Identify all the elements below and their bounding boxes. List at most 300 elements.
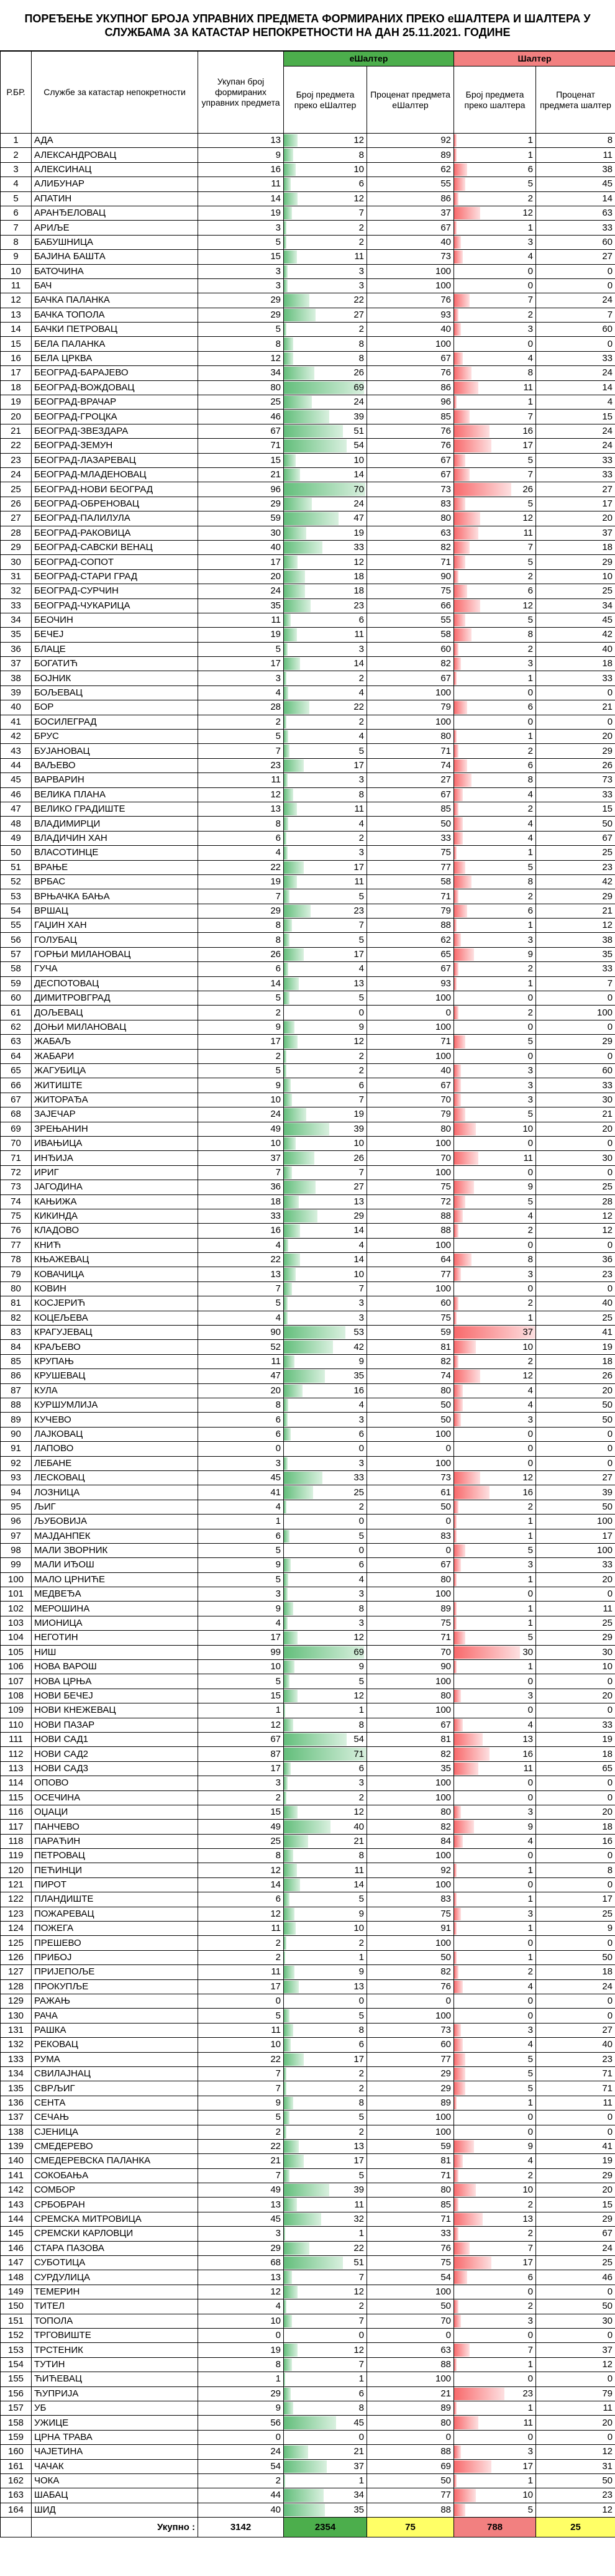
cell-s-count bbox=[454, 1660, 536, 1674]
cell-service: ЗАЈЕЧАР bbox=[32, 1107, 198, 1122]
cell-value: 3 bbox=[527, 236, 534, 247]
cell-service: СЕЧАЊ bbox=[32, 2111, 198, 2125]
esalter-data-bar bbox=[284, 832, 286, 845]
cell-s-pct: 20 bbox=[536, 1689, 615, 1703]
esalter-data-bar bbox=[284, 425, 343, 438]
cell-s-pct: 0 bbox=[536, 1936, 615, 1950]
cell-e-count bbox=[284, 1020, 367, 1034]
table-row bbox=[1, 380, 615, 395]
cell-s-count bbox=[454, 657, 536, 671]
cell-e-pct: 59 bbox=[367, 1326, 454, 1340]
cell-rbr: 113 bbox=[1, 1761, 32, 1776]
esalter-data-bar bbox=[284, 2140, 299, 2153]
table-row bbox=[1, 613, 615, 627]
cell-s-pct: 4 bbox=[536, 395, 615, 410]
table-row bbox=[1, 2168, 615, 2183]
cell-rbr: 141 bbox=[1, 2168, 32, 2183]
cell-s-count bbox=[454, 1761, 536, 1776]
cell-e-count bbox=[284, 817, 367, 831]
table-row bbox=[1, 2227, 615, 2241]
cell-service: МАЛИ ИЂОШ bbox=[32, 1558, 198, 1572]
cell-value: 0 bbox=[527, 265, 534, 277]
cell-value: 2 bbox=[527, 1356, 534, 1367]
cell-rbr: 5 bbox=[1, 191, 32, 206]
table-row bbox=[1, 1427, 615, 1441]
cell-service: ОСЕЧИНА bbox=[32, 1790, 198, 1805]
cell-e-pct: 90 bbox=[367, 1660, 454, 1674]
cell-service: ЋУПРИЈА bbox=[32, 2386, 198, 2401]
cell-value: 3 bbox=[358, 1298, 364, 1309]
esalter-data-bar bbox=[284, 2198, 297, 2211]
cell-service: ВАРВАРИН bbox=[32, 773, 198, 787]
esalter-data-bar bbox=[284, 1966, 294, 1978]
cell-s-pct: 18 bbox=[536, 1820, 615, 1834]
cell-service: НОВИ БЕЧЕЈ bbox=[32, 1689, 198, 1703]
cell-e-pct: 75 bbox=[367, 2256, 454, 2270]
cell-e-count bbox=[284, 134, 367, 148]
salter-data-bar bbox=[454, 1559, 461, 1571]
cell-s-pct: 50 bbox=[536, 1500, 615, 1514]
cell-s-pct: 40 bbox=[536, 2038, 615, 2052]
cell-total: 46 bbox=[198, 410, 284, 424]
cell-rbr: 111 bbox=[1, 1732, 32, 1746]
esalter-data-bar bbox=[284, 1661, 294, 1673]
cell-value: 3 bbox=[527, 1414, 534, 1425]
cell-service: ЛЕБАНЕ bbox=[32, 1456, 198, 1470]
cell-total: 7 bbox=[198, 2066, 284, 2081]
cell-service: НЕГОТИН bbox=[32, 1631, 198, 1645]
cell-value: 5 bbox=[527, 178, 534, 190]
cell-rbr: 30 bbox=[1, 555, 32, 569]
esalter-data-bar bbox=[284, 992, 289, 1004]
esalter-data-bar bbox=[284, 1152, 314, 1164]
cell-s-count bbox=[454, 2096, 536, 2110]
cell-rbr: 20 bbox=[1, 410, 32, 424]
esalter-data-bar bbox=[284, 367, 314, 379]
cell-value: 22 bbox=[353, 702, 364, 713]
cell-s-count bbox=[454, 1006, 536, 1020]
salter-data-bar bbox=[454, 2038, 463, 2051]
esalter-data-bar bbox=[284, 2082, 286, 2094]
cell-value: 1 bbox=[358, 2373, 364, 2385]
cell-s-count bbox=[454, 1747, 536, 1761]
cell-value: 11 bbox=[523, 2417, 534, 2428]
cell-value: 9 bbox=[358, 1022, 364, 1033]
cell-value: 8 bbox=[358, 2403, 364, 2414]
table-row bbox=[1, 526, 615, 540]
cell-e-pct: 71 bbox=[367, 2212, 454, 2226]
cell-e-count bbox=[284, 1660, 367, 1674]
cell-value: 1 bbox=[527, 978, 534, 989]
table-row bbox=[1, 264, 615, 278]
cell-total: 90 bbox=[198, 1326, 284, 1340]
cell-service: ЧАЧАК bbox=[32, 2459, 198, 2473]
cell-s-count bbox=[454, 177, 536, 191]
cell-value: 2 bbox=[527, 643, 534, 654]
cell-e-count bbox=[284, 351, 367, 365]
cell-service: НОВИ ПАЗАР bbox=[32, 1718, 198, 1732]
esalter-data-bar bbox=[284, 730, 288, 743]
cell-s-pct: 36 bbox=[536, 1253, 615, 1267]
esalter-data-bar bbox=[284, 498, 312, 510]
cell-value: 2 bbox=[527, 193, 534, 204]
cell-e-count bbox=[284, 2445, 367, 2459]
cell-s-count bbox=[454, 2445, 536, 2459]
cell-service: ЛЕСКОВАЦ bbox=[32, 1470, 198, 1485]
cell-value: 5 bbox=[358, 992, 364, 1004]
cell-rbr: 34 bbox=[1, 613, 32, 627]
table-row bbox=[1, 1543, 615, 1557]
cell-e-count bbox=[284, 1776, 367, 1790]
cell-e-count bbox=[284, 1456, 367, 1470]
totals-s-pct: 25 bbox=[536, 2518, 615, 2537]
table-row bbox=[1, 1805, 615, 1819]
cell-value: 1 bbox=[527, 1952, 534, 1963]
cell-service: БАЈИНА БАШТА bbox=[32, 250, 198, 264]
cell-e-count bbox=[284, 1209, 367, 1223]
cell-service: СУРДУЛИЦА bbox=[32, 2270, 198, 2285]
cell-e-pct: 75 bbox=[367, 1907, 454, 1921]
cell-s-count bbox=[454, 1442, 536, 1456]
cell-s-count bbox=[454, 1281, 536, 1296]
cell-value: 8 bbox=[527, 876, 534, 887]
cell-value: 13 bbox=[353, 1196, 364, 1207]
cell-service: ПЕТРОВАЦ bbox=[32, 1849, 198, 1863]
cell-s-count bbox=[454, 1689, 536, 1703]
cell-rbr: 149 bbox=[1, 2285, 32, 2299]
cell-total: 33 bbox=[198, 1209, 284, 1223]
cell-value: 12 bbox=[353, 2286, 364, 2297]
cell-service: КЛАДОВО bbox=[32, 1224, 198, 1238]
cell-e-count bbox=[284, 2459, 367, 2473]
cell-e-pct: 100 bbox=[367, 1790, 454, 1805]
cell-value: 2 bbox=[358, 236, 364, 247]
cell-value: 0 bbox=[527, 1675, 534, 1687]
esalter-data-bar bbox=[284, 512, 339, 525]
cell-e-count bbox=[284, 1006, 367, 1020]
cell-rbr: 53 bbox=[1, 889, 32, 904]
cell-total: 6 bbox=[198, 962, 284, 976]
cell-value: 6 bbox=[527, 585, 534, 597]
cell-e-count bbox=[284, 671, 367, 685]
cell-rbr: 117 bbox=[1, 1820, 32, 1834]
cell-total: 6 bbox=[198, 1892, 284, 1907]
cell-e-count bbox=[284, 1616, 367, 1630]
cell-value: 5 bbox=[527, 556, 534, 567]
cell-total: 13 bbox=[198, 1267, 284, 1281]
cell-s-count bbox=[454, 1645, 536, 1659]
cell-service: МЕРОШИНА bbox=[32, 1602, 198, 1616]
cell-rbr: 43 bbox=[1, 744, 32, 758]
cell-s-count bbox=[454, 1107, 536, 1122]
cell-e-pct: 82 bbox=[367, 657, 454, 671]
cell-s-count bbox=[454, 526, 536, 540]
cell-total: 7 bbox=[198, 1281, 284, 1296]
cell-value: 3 bbox=[527, 2315, 534, 2326]
cell-s-pct: 0 bbox=[536, 1238, 615, 1252]
table-row bbox=[1, 2111, 615, 2125]
cell-rbr: 128 bbox=[1, 1979, 32, 1994]
salter-data-bar bbox=[454, 382, 478, 394]
esalter-data-bar bbox=[284, 890, 289, 902]
esalter-data-bar bbox=[284, 2053, 304, 2066]
table-row bbox=[1, 1151, 615, 1165]
cell-e-count bbox=[284, 1281, 367, 1296]
cell-s-pct: 15 bbox=[536, 802, 615, 816]
salter-data-bar bbox=[454, 1806, 461, 1818]
cell-service: ЧАЈЕТИНА bbox=[32, 2445, 198, 2459]
cell-total: 11 bbox=[198, 1965, 284, 1979]
esalter-data-bar bbox=[284, 1908, 294, 1920]
cell-s-count bbox=[454, 1965, 536, 1979]
cell-rbr: 28 bbox=[1, 526, 32, 540]
cell-rbr: 158 bbox=[1, 2416, 32, 2430]
cell-value: 39 bbox=[353, 411, 364, 422]
cell-e-pct: 66 bbox=[367, 598, 454, 613]
esalter-data-bar bbox=[284, 1777, 288, 1789]
cell-value: 12 bbox=[353, 1036, 364, 1047]
esalter-data-bar bbox=[284, 396, 312, 408]
esalter-data-bar bbox=[284, 643, 288, 656]
cell-e-pct: 77 bbox=[367, 860, 454, 874]
cell-rbr: 132 bbox=[1, 2038, 32, 2052]
cell-s-count bbox=[454, 1194, 536, 1209]
esalter-data-bar bbox=[284, 1297, 288, 1309]
cell-s-count bbox=[454, 1136, 536, 1150]
cell-service: УЖИЦЕ bbox=[32, 2416, 198, 2430]
table-row bbox=[1, 1238, 615, 1252]
salter-data-bar bbox=[454, 367, 472, 379]
salter-data-bar bbox=[454, 1399, 463, 1411]
salter-data-bar bbox=[454, 2344, 470, 2356]
cell-value: 2 bbox=[358, 672, 364, 684]
cell-total: 15 bbox=[198, 250, 284, 264]
cell-e-count bbox=[284, 2081, 367, 2096]
cell-s-pct: 21 bbox=[536, 700, 615, 715]
salter-data-bar bbox=[454, 410, 470, 423]
cell-e-count bbox=[284, 730, 367, 744]
salter-data-bar bbox=[454, 2024, 461, 2037]
cell-s-pct: 37 bbox=[536, 526, 615, 540]
salter-data-bar bbox=[454, 803, 458, 815]
cell-total: 22 bbox=[198, 2052, 284, 2066]
cell-total: 12 bbox=[198, 1907, 284, 1921]
cell-s-count bbox=[454, 1979, 536, 1994]
cell-e-count bbox=[284, 1979, 367, 1994]
cell-s-count bbox=[454, 1616, 536, 1630]
cell-total: 10 bbox=[198, 2314, 284, 2328]
esalter-data-bar bbox=[284, 352, 293, 365]
cell-rbr: 19 bbox=[1, 395, 32, 410]
cell-total: 13 bbox=[198, 2270, 284, 2285]
salter-data-bar bbox=[454, 2489, 476, 2501]
cell-rbr: 133 bbox=[1, 2052, 32, 2066]
cell-s-count bbox=[454, 1500, 536, 1514]
cell-total: 11 bbox=[198, 1922, 284, 1936]
cell-service: ПАРАЋИН bbox=[32, 1834, 198, 1848]
cell-e-pct: 100 bbox=[367, 278, 454, 293]
cell-value: 0 bbox=[527, 1457, 534, 1469]
esalter-data-bar bbox=[284, 556, 298, 568]
salter-data-bar bbox=[454, 600, 480, 612]
table-row bbox=[1, 1689, 615, 1703]
cell-value: 2 bbox=[358, 1065, 364, 1076]
esalter-data-bar bbox=[284, 1079, 291, 1091]
cell-s-pct: 11 bbox=[536, 148, 615, 162]
cell-e-count bbox=[284, 2285, 367, 2299]
cell-value: 3 bbox=[527, 1690, 534, 1701]
cell-e-pct: 100 bbox=[367, 991, 454, 1006]
esalter-data-bar bbox=[284, 2097, 293, 2109]
cell-value: 6 bbox=[527, 163, 534, 175]
cell-value: 11 bbox=[354, 1864, 364, 1876]
cell-e-pct: 79 bbox=[367, 1107, 454, 1122]
cell-e-count bbox=[284, 947, 367, 961]
totals-row bbox=[1, 2518, 615, 2537]
cell-rbr: 109 bbox=[1, 1703, 32, 1718]
cell-total: 13 bbox=[198, 802, 284, 816]
cell-s-pct: 63 bbox=[536, 206, 615, 220]
table-row bbox=[1, 2052, 615, 2066]
cell-s-count bbox=[454, 1413, 536, 1427]
cell-total: 5 bbox=[198, 1064, 284, 1078]
cell-total: 41 bbox=[198, 1485, 284, 1500]
cell-s-count bbox=[454, 424, 536, 438]
cell-s-count bbox=[454, 1936, 536, 1950]
table-row bbox=[1, 2459, 615, 2473]
esalter-data-bar bbox=[284, 1806, 298, 1818]
cell-s-pct: 0 bbox=[536, 1877, 615, 1892]
cell-e-count bbox=[284, 1820, 367, 1834]
cell-s-pct: 20 bbox=[536, 511, 615, 526]
cell-service: СРЕМСКА МИТРОВИЦА bbox=[32, 2212, 198, 2226]
esalter-data-bar bbox=[284, 1574, 288, 1586]
cell-rbr: 6 bbox=[1, 206, 32, 220]
cell-e-count bbox=[284, 860, 367, 874]
cell-s-pct: 60 bbox=[536, 1064, 615, 1078]
table-row bbox=[1, 1674, 615, 1689]
table-row bbox=[1, 642, 615, 656]
cell-value: 0 bbox=[527, 1050, 534, 1061]
cell-e-pct: 71 bbox=[367, 744, 454, 758]
cell-s-count bbox=[454, 497, 536, 511]
cell-value: 13 bbox=[522, 2214, 534, 2225]
cell-value: 10 bbox=[522, 2184, 534, 2196]
cell-s-pct: 0 bbox=[536, 1136, 615, 1150]
esalter-data-bar bbox=[284, 2475, 285, 2487]
cell-value: 0 bbox=[527, 1705, 534, 1716]
cell-value: 6 bbox=[358, 178, 364, 190]
cell-value: 37 bbox=[353, 2460, 364, 2472]
cell-service: ВРЊАЧКА БАЊА bbox=[32, 889, 198, 904]
cell-service: БЕЛА ЦРКВА bbox=[32, 351, 198, 365]
cell-service: БЕОГРАД-ОБРЕНОВАЦ bbox=[32, 497, 198, 511]
header-rbr: Р.БР. bbox=[1, 52, 32, 134]
salter-data-bar bbox=[454, 1385, 463, 1397]
cell-e-pct: 29 bbox=[367, 2066, 454, 2081]
cell-total: 29 bbox=[198, 2241, 284, 2255]
cell-s-count bbox=[454, 323, 536, 337]
table-row bbox=[1, 1718, 615, 1732]
table-row bbox=[1, 453, 615, 467]
cell-service: КОЦЕЉЕВА bbox=[32, 1311, 198, 1325]
cell-e-pct: 70 bbox=[367, 1093, 454, 1107]
cell-value: 6 bbox=[358, 615, 364, 626]
cell-total: 17 bbox=[198, 1035, 284, 1049]
cell-total: 19 bbox=[198, 874, 284, 889]
table-row bbox=[1, 1326, 615, 1340]
cell-e-count bbox=[284, 1863, 367, 1877]
cell-service: БЕОГРАД-РАКОВИЦА bbox=[32, 526, 198, 540]
cell-e-pct: 67 bbox=[367, 467, 454, 482]
cell-s-pct: 0 bbox=[536, 685, 615, 700]
cell-s-pct: 14 bbox=[536, 191, 615, 206]
cell-total: 5 bbox=[198, 991, 284, 1006]
cell-s-count bbox=[454, 1326, 536, 1340]
esalter-data-bar bbox=[284, 1820, 330, 1833]
cell-s-count bbox=[454, 642, 536, 656]
cell-rbr: 99 bbox=[1, 1558, 32, 1572]
cell-value: 1 bbox=[527, 2403, 534, 2414]
cell-s-count bbox=[454, 2473, 536, 2488]
cell-rbr: 73 bbox=[1, 1180, 32, 1194]
esalter-data-bar bbox=[284, 2286, 298, 2298]
cell-value: 9 bbox=[527, 2141, 534, 2152]
cell-s-count bbox=[454, 1849, 536, 1863]
cell-s-pct: 45 bbox=[536, 177, 615, 191]
cell-value: 17 bbox=[353, 2053, 364, 2065]
esalter-data-bar bbox=[284, 2170, 289, 2182]
cell-s-count bbox=[454, 380, 536, 395]
cell-value: 3 bbox=[527, 1094, 534, 1105]
cell-s-pct: 0 bbox=[536, 2430, 615, 2444]
cell-e-count bbox=[284, 1645, 367, 1659]
table-row bbox=[1, 1747, 615, 1761]
cell-value: 6 bbox=[358, 1428, 364, 1439]
esalter-data-bar bbox=[284, 2489, 324, 2501]
cell-total: 3 bbox=[198, 1587, 284, 1602]
cell-s-pct: 33 bbox=[536, 467, 615, 482]
cell-rbr: 55 bbox=[1, 919, 32, 933]
cell-e-count bbox=[284, 1398, 367, 1412]
salter-data-bar bbox=[454, 541, 470, 554]
esalter-data-bar bbox=[284, 1210, 317, 1222]
cell-s-pct: 29 bbox=[536, 2212, 615, 2226]
cell-total: 6 bbox=[198, 831, 284, 845]
cell-total: 17 bbox=[198, 657, 284, 671]
comparison-table bbox=[0, 51, 615, 2537]
cell-service: ТОПОЛА bbox=[32, 2314, 198, 2328]
cell-e-pct: 0 bbox=[367, 1543, 454, 1557]
salter-data-bar bbox=[454, 1951, 457, 1964]
cell-s-count bbox=[454, 511, 536, 526]
cell-e-pct: 62 bbox=[367, 933, 454, 947]
salter-data-bar bbox=[454, 309, 458, 321]
esalter-data-bar bbox=[284, 861, 304, 874]
cell-service: ПИРОТ bbox=[32, 1877, 198, 1892]
cell-value: 5 bbox=[527, 1109, 534, 1120]
cell-e-pct: 0 bbox=[367, 1006, 454, 1020]
cell-e-count bbox=[284, 2357, 367, 2372]
cell-e-pct: 80 bbox=[367, 2183, 454, 2198]
cell-total: 67 bbox=[198, 1732, 284, 1746]
table-row bbox=[1, 2357, 615, 2372]
salter-data-bar bbox=[454, 1515, 457, 1528]
cell-value: 1 bbox=[358, 1705, 364, 1716]
cell-value: 5 bbox=[527, 1196, 534, 1207]
esalter-data-bar bbox=[284, 2460, 327, 2473]
cell-service: БЕЧЕЈ bbox=[32, 628, 198, 642]
